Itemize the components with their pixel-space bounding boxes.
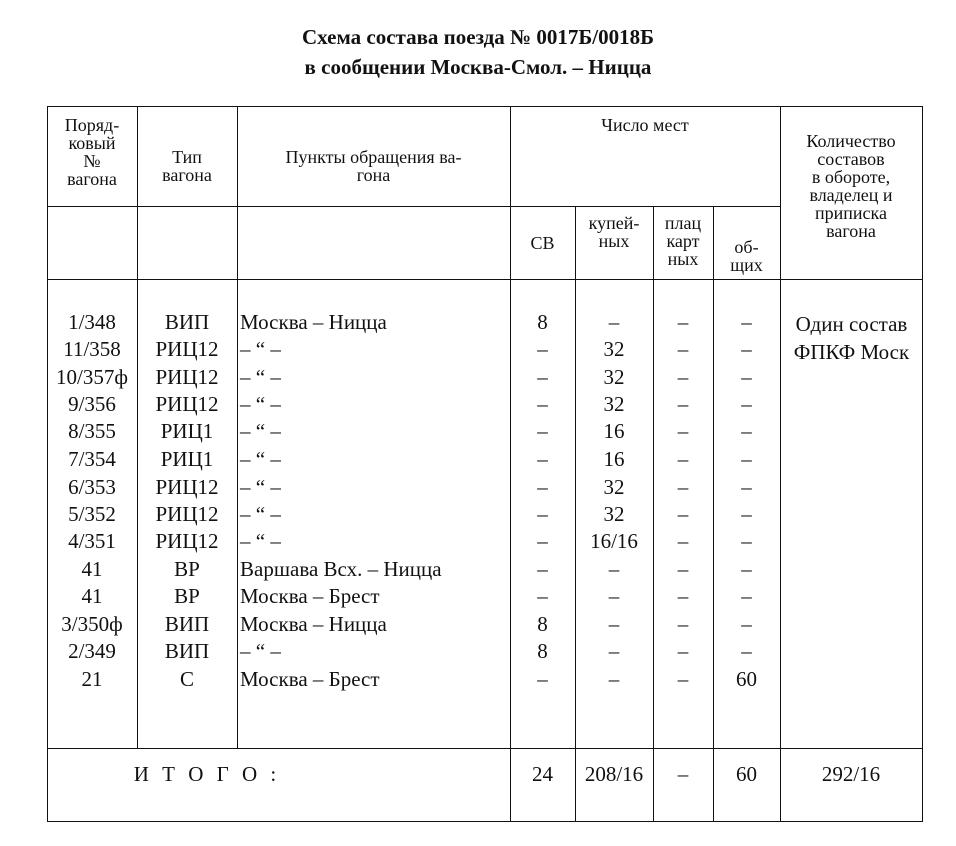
seats-kupe: 32 — [603, 365, 625, 389]
seats-common: – — [741, 529, 752, 553]
car-type: РИЦ12 — [155, 529, 219, 553]
seats-kupe: – — [608, 639, 620, 663]
table-row — [47, 501, 923, 528]
car-number: 1/348 — [68, 310, 116, 334]
table-row — [47, 391, 923, 418]
seats-common: – — [741, 365, 752, 389]
car-type: С — [179, 667, 194, 691]
seats-kupe: 32 — [603, 502, 625, 526]
owner-line-1: Один состав — [795, 312, 908, 336]
seats-platskart: – — [677, 639, 689, 663]
table-row — [47, 556, 923, 583]
seats-kupe: 16/16 — [590, 529, 638, 553]
table-row — [47, 528, 923, 555]
seats-platskart: – — [677, 475, 689, 499]
car-route: – “ – — [240, 392, 281, 416]
car-type: РИЦ12 — [155, 502, 219, 526]
seats-platskart: – — [677, 419, 689, 443]
seats-platskart: – — [677, 392, 689, 416]
seats-common: – — [741, 392, 752, 416]
seats-platskart: – — [677, 447, 689, 471]
header-divider-lower — [47, 206, 780, 207]
car-number: 10/357ф — [56, 365, 128, 389]
car-number: 4/351 — [68, 529, 116, 553]
car-number: 41 — [81, 557, 103, 581]
header-service-points: Пункты обращения ва- гона — [285, 147, 462, 185]
car-number: 7/354 — [68, 447, 116, 471]
car-number: 21 — [81, 667, 103, 691]
seats-sv: – — [537, 365, 548, 389]
seats-kupe: – — [608, 667, 620, 691]
car-type: РИЦ12 — [155, 475, 219, 499]
table-top-border — [47, 106, 923, 107]
car-type: РИЦ1 — [160, 447, 214, 471]
seats-kupe: – — [608, 612, 620, 636]
seats-sv: – — [537, 447, 548, 471]
header-sets: Количество составов в обороте, владелец и приписка вагона — [806, 131, 896, 241]
totals-sets: 292/16 — [821, 762, 881, 786]
totals-common: 60 — [736, 762, 757, 786]
seats-sv: 8 — [537, 612, 548, 636]
seats-kupe: 16 — [603, 447, 625, 471]
car-type: РИЦ12 — [155, 392, 219, 416]
car-route: – “ – — [240, 419, 281, 443]
seats-platskart: – — [677, 310, 689, 334]
table-row — [47, 583, 923, 610]
seats-platskart: – — [677, 529, 689, 553]
schedule-title-line2: в сообщении Москва-Смол. – Ницца — [304, 55, 652, 79]
totals-top-rule — [47, 748, 923, 749]
car-number: 11/358 — [63, 337, 121, 361]
car-type: ВР — [174, 557, 200, 581]
seats-common: – — [741, 557, 752, 581]
totals-label: И Т О Г О : — [133, 762, 281, 786]
seats-kupe: – — [608, 557, 620, 581]
car-route: – “ – — [240, 337, 281, 361]
car-number: 5/352 — [68, 502, 116, 526]
seats-sv: – — [537, 337, 548, 361]
seats-kupe: 32 — [603, 475, 625, 499]
header-bottom-rule — [47, 279, 923, 280]
car-number: 3/350ф — [61, 612, 123, 636]
header-car-number: Поряд- ковый № вагона — [64, 115, 120, 189]
seats-kupe: – — [608, 310, 620, 334]
seats-kupe: 16 — [603, 419, 625, 443]
car-number: 2/349 — [68, 639, 116, 663]
seats-common: – — [741, 502, 752, 526]
car-route: Москва – Ницца — [240, 612, 387, 636]
totals-sv: 24 — [532, 762, 553, 786]
totals-platskart: – — [677, 762, 689, 786]
car-number: 8/355 — [68, 419, 116, 443]
seats-sv: – — [537, 502, 548, 526]
table-row — [47, 364, 923, 391]
seats-sv: 8 — [537, 639, 548, 663]
seats-sv: – — [537, 475, 548, 499]
header-common: об- щих — [730, 237, 763, 275]
seats-platskart: – — [677, 612, 689, 636]
car-number: 6/353 — [68, 475, 116, 499]
table-row — [47, 446, 923, 473]
car-route: – “ – — [240, 639, 281, 663]
car-route: – “ – — [240, 502, 281, 526]
seats-platskart: – — [677, 365, 689, 389]
seats-platskart: – — [677, 584, 689, 608]
header-kupe: купей- ных — [588, 213, 640, 251]
seats-common: – — [741, 337, 752, 361]
seats-platskart: – — [677, 667, 689, 691]
seats-common: – — [741, 310, 752, 334]
totals-kupe: 208/16 — [584, 762, 644, 786]
seats-kupe: 32 — [603, 337, 625, 361]
car-route: – “ – — [240, 475, 281, 499]
seats-kupe: – — [608, 584, 620, 608]
seats-common: – — [741, 639, 752, 663]
car-route: – “ – — [240, 365, 281, 389]
car-route: Москва – Ницца — [240, 310, 387, 334]
table-row — [47, 666, 923, 693]
owner-line-2: ФПКФ Моск — [793, 340, 910, 364]
seats-sv: – — [537, 667, 548, 691]
header-platskart: плац карт ных — [664, 213, 702, 269]
schedule-title-line1: Схема состава поезда № 0017Б/0018Б — [302, 25, 654, 49]
seats-common: – — [741, 584, 752, 608]
seats-common: – — [741, 475, 752, 499]
car-type: РИЦ1 — [160, 419, 214, 443]
car-type: РИЦ12 — [155, 337, 219, 361]
seats-sv: – — [537, 557, 548, 581]
car-type: РИЦ12 — [155, 365, 219, 389]
car-type: ВИП — [164, 639, 210, 663]
car-number: 9/356 — [68, 392, 116, 416]
car-type: ВИП — [164, 310, 210, 334]
car-route: – “ – — [240, 529, 281, 553]
car-route: Москва – Брест — [240, 667, 380, 691]
table-row — [47, 611, 923, 638]
car-type: ВР — [174, 584, 200, 608]
seats-platskart: – — [677, 337, 689, 361]
header-sv: СВ — [530, 233, 555, 253]
car-number: 41 — [81, 584, 103, 608]
table-row — [47, 418, 923, 445]
car-route: – “ – — [240, 447, 281, 471]
car-type: ВИП — [164, 612, 210, 636]
car-route: Москва – Брест — [240, 584, 380, 608]
seats-platskart: – — [677, 502, 689, 526]
seats-common: – — [741, 612, 752, 636]
table-row — [47, 638, 923, 665]
table-row — [47, 474, 923, 501]
car-route: Варшава Всх. – Ницца — [240, 557, 442, 581]
seats-common: 60 — [736, 667, 757, 691]
table-bottom-border — [47, 821, 923, 822]
seats-sv: – — [537, 419, 548, 443]
seats-common: – — [741, 419, 752, 443]
seats-common: – — [741, 447, 752, 471]
seats-sv: – — [537, 529, 548, 553]
train-composition-table — [47, 106, 923, 822]
seats-sv: – — [537, 392, 548, 416]
seats-platskart: – — [677, 557, 689, 581]
seats-sv: – — [537, 584, 548, 608]
seats-kupe: 32 — [603, 392, 625, 416]
header-seats: Число мест — [601, 115, 689, 135]
seats-sv: 8 — [537, 310, 548, 334]
header-car-type: Тип вагона — [162, 147, 212, 185]
